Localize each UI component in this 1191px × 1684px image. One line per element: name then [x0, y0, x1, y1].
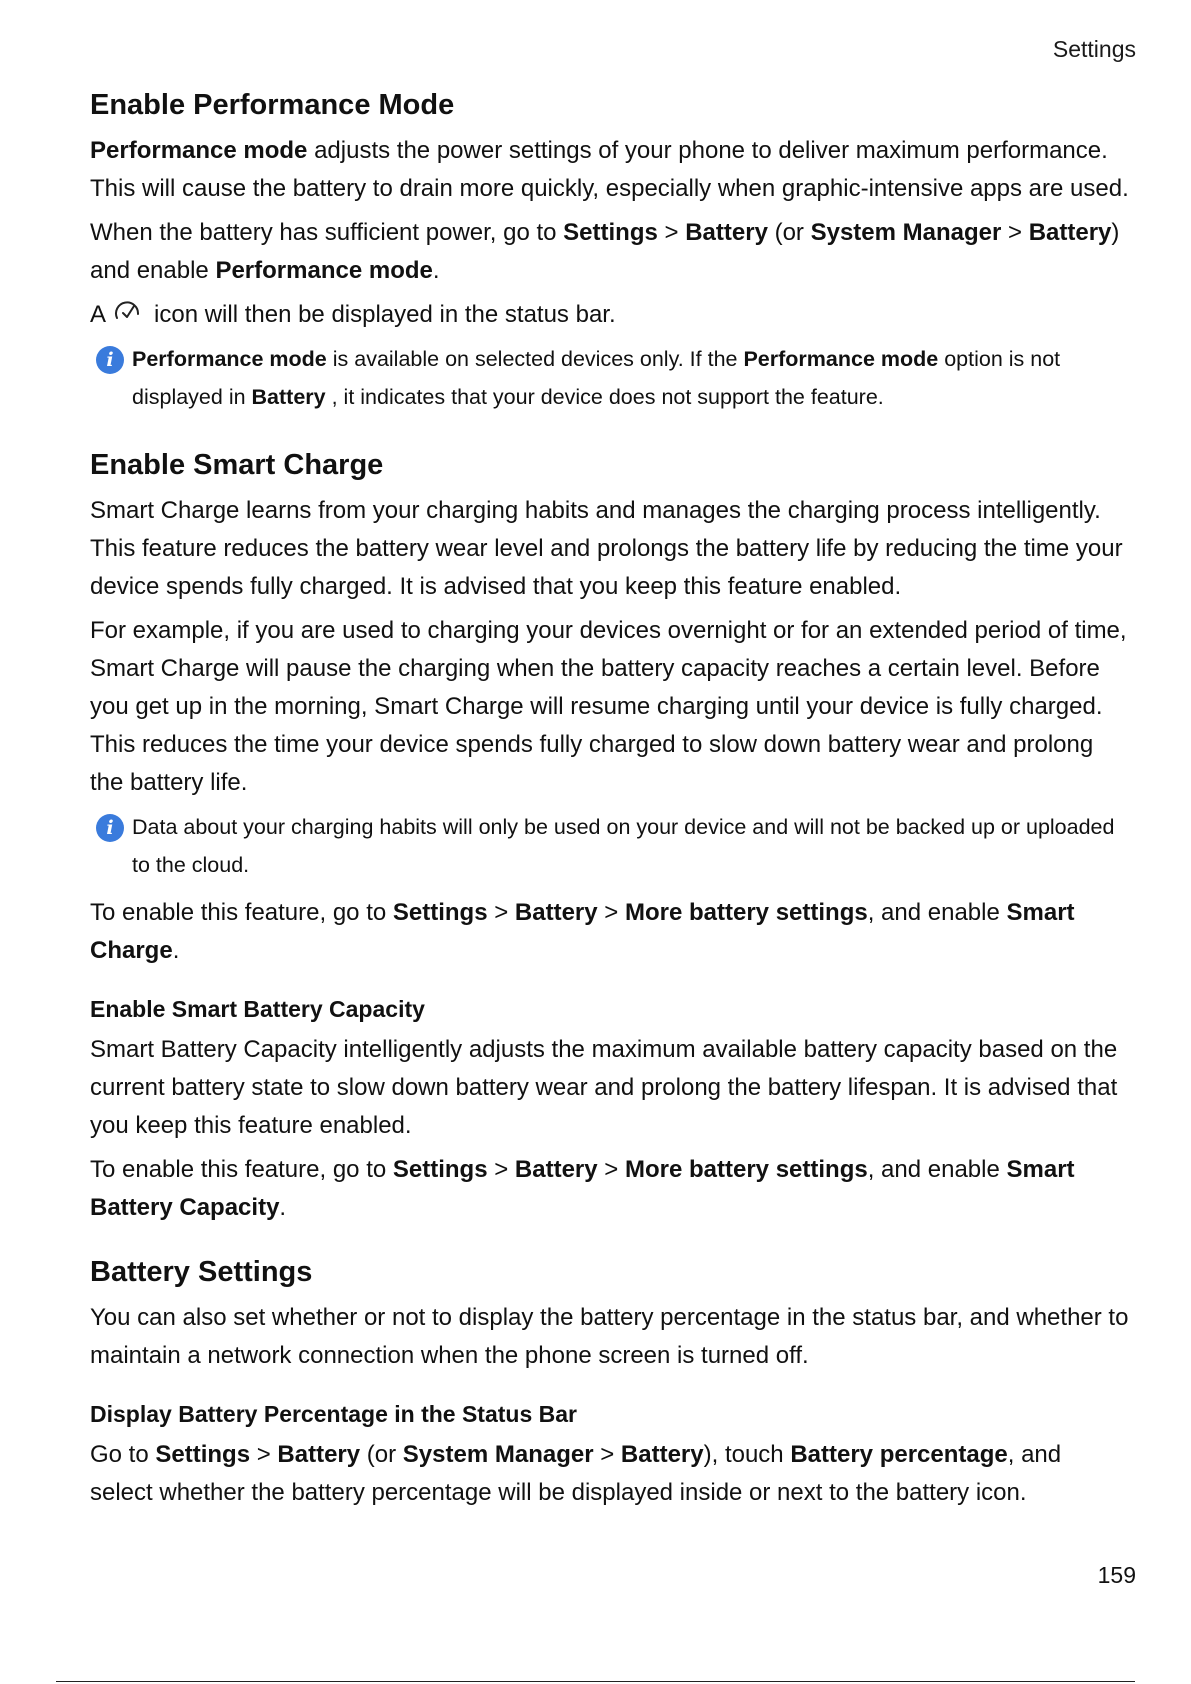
header-section-label: Settings: [1052, 36, 1136, 62]
smart-battery-capacity-instructions: To enable this feature, go to Settings > Battery > More battery settings, and enable Smart Battery Capacity.: [90, 1156, 1075, 1221]
battery-settings-description: You can also set whether or not to display the battery percentage in the status bar, and whether to maintain a network connection when the phone screen is turned off.: [90, 1304, 1129, 1369]
smart-charge-example: For example, if you are used to charging your devices overnight or for an extended period of time, Smart Charge will pause the charging when the battery capacity reaches a certain level. Before you get up in the morning, Smart Charge will resume charging until your device is fully charged. This reduces the time your device spends fully charged to slow down battery wear and prolong the battery life.: [90, 617, 1127, 796]
performance-mode-instructions: When the battery has sufficient power, go to Settings > Battery (or System Manager > Battery) and enable Performance mode.: [90, 219, 1120, 284]
smart-charge-description: Smart Charge learns from your charging habits and manages the charging process intelligently. This feature reduces the battery wear level and prolongs the battery life by reducing the time your device spends fully charged. It is advised that you keep this feature enabled.: [90, 497, 1123, 600]
performance-icon-line: A icon will then be displayed in the status bar.: [90, 301, 616, 328]
info-icon: i: [96, 346, 124, 374]
battery-percentage-instructions: Go to Settings > Battery (or System Manager > Battery), touch Battery percentage, and select whether the battery percentage will be displayed inside or next to the battery icon.: [90, 1441, 1062, 1506]
info-icon: i: [96, 814, 124, 842]
performance-mode-note: i Performance mode is available on selected devices only. If the Performance mode option is not displayed in Battery , it indicates that your device does not support the feature.: [90, 340, 1130, 416]
performance-mode-description: Performance mode adjusts the power settings of your phone to deliver maximum performance. This will cause the battery to drain more quickly, especially when graphic-intensive apps are used.: [90, 137, 1129, 202]
page-number: 159: [1097, 1562, 1136, 1588]
page-content: [90, 84, 1130, 1518]
battery-settings-heading: Battery Settings: [90, 1256, 313, 1288]
smart-battery-capacity-heading: Enable Smart Battery Capacity: [90, 996, 425, 1022]
smart-charge-heading: Enable Smart Charge: [90, 449, 384, 481]
battery-percentage-heading: Display Battery Percentage in the Status Bar: [90, 1401, 577, 1427]
performance-mode-heading: Enable Performance Mode: [90, 89, 455, 121]
footer-divider: [56, 1681, 1135, 1682]
smart-battery-capacity-description: Smart Battery Capacity intelligently adjusts the maximum available battery capacity based on the current battery state to slow down battery wear and prolong the battery lifespan. It is advised that you keep this feature enabled.: [90, 1036, 1118, 1139]
smart-charge-note: i Data about your charging habits will only be used on your device and will not be backed up or uploaded to the cloud.: [90, 808, 1130, 884]
smart-charge-instructions: To enable this feature, go to Settings > Battery > More battery settings, and enable Smart Charge.: [90, 899, 1075, 964]
performance-mode-icon: [112, 299, 144, 325]
